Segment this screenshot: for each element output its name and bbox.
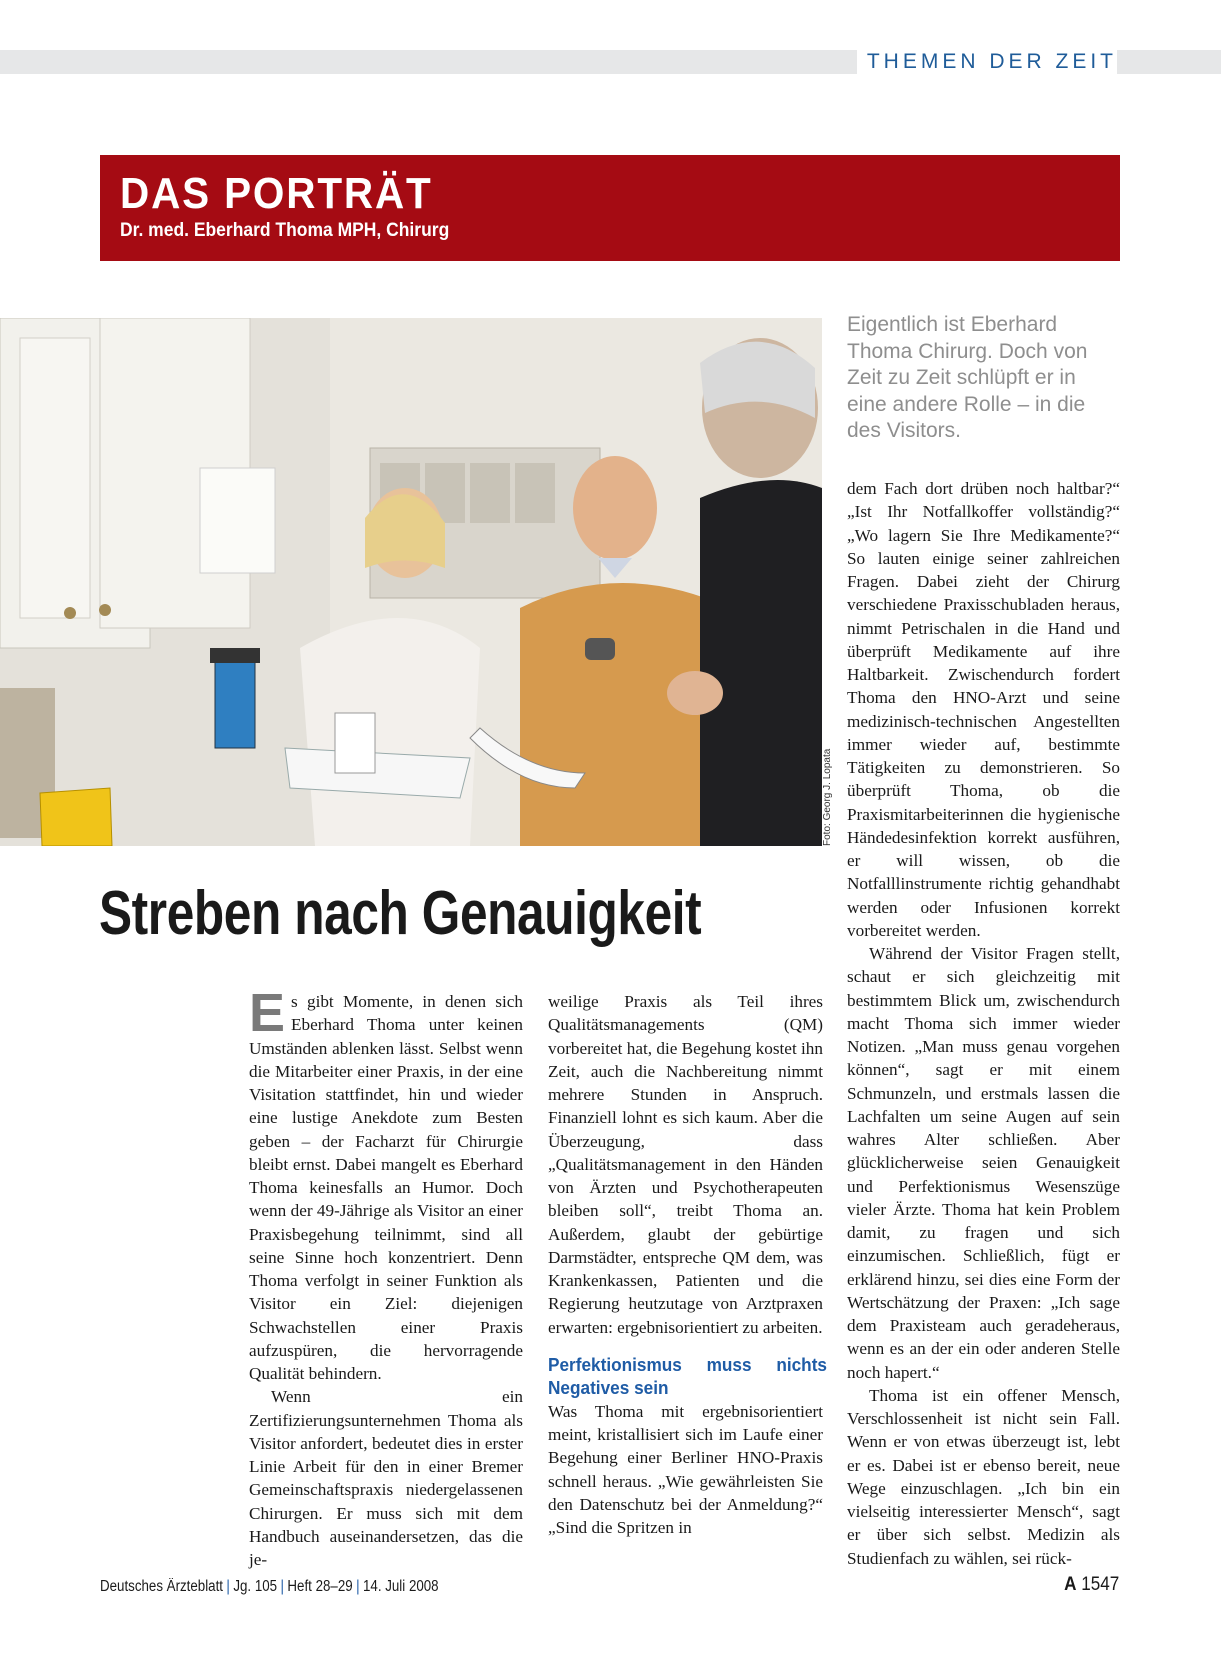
paragraph: Während der Visitor Fragen stellt, schaut er sich gleichzeitig mit bestimmtem Blick um, zwischendurch macht Thoma sich immer wieder Notizen. „Man muss genau vorgehen können“, sagt er mit einem Schmunzeln, und erstmals lassen die Lachfalten um seine Augen auf sein wahres Alter schließen. Aber glücklicherweise seien Genauigkeit und Perfektionismus Wesenszüge vieler Ärzte. Thoma hat kein Problem damit, zu fragen und sich einzumischen. Schließlich, fügt er erklärend hinzu, sei dies eine Form der Wertschätzung der Praxen: „Ich sage dem Praxisteam auch geradeheraus, wenn es an der ein oder anderen Stelle noch hapert.“ [847, 944, 1120, 1382]
footer-citation [100, 1578, 439, 1596]
article-column-3 [847, 477, 1120, 1570]
issue: Heft 28–29 [287, 1578, 353, 1595]
paragraph: Was Thoma mit ergebnisorientiert meint, kristallisiert sich im Laufe einer Begehung einer Berliner HNO-Praxis schnell heraus. „Wie gewährleisten Sie den Datenschutz bei der Anmeldung?“ „Sind die Spritzen in [548, 1401, 823, 1537]
photo-credit: Foto: Georg J. Lopata [822, 748, 833, 846]
subheading: Perfektionismus muss nichts Negatives sein [548, 1353, 827, 1398]
separator: | [226, 1578, 230, 1595]
rubric-title: DAS PORTRÄT [120, 169, 433, 218]
issue-date: 14. Juli 2008 [362, 1578, 439, 1595]
paragraph: Thoma ist ein offener Mensch, Verschlossenheit ist nicht sein Fall. Wenn er von etwas überzeugt ist, lebt er es. Dabei ist er ebenso bereit, neue Wege einzuschlagen. „Ich bin ein vielseitig interessierter Mensch“, sagt er über sich selbst. Medizin als Studienfach zu wählen, sei rück- [847, 1385, 1120, 1568]
paragraph-text: s gibt Momente, in denen sich Eberhard Thoma unter keinen Umständen ablenken lässt. Selbst wenn die Mitarbeiter einer Praxis, in der eine Visitation stattfindet, hin und wieder eine lustige Anekdote zum Besten geben – der Facharzt für Chirurgie bleibt ernst. Dabei mangelt es Eberhard Thoma keinesfalls an Humor. Doch wenn der 49-Jährige als Visitor an einer Praxisbegehung teilnimmt, sind all seine Sinne hoch konzentriert. Denn Thoma verfolgt in seiner Funktion als Visitor ein Ziel: diejenigen Schwachstellen einer Praxis aufzuspüren, die hervorragende Qualität behindern. [249, 992, 523, 1383]
page-number [1064, 1574, 1119, 1596]
journal-name: Deutsches Ärzteblatt [100, 1578, 223, 1595]
article-column-2 [548, 990, 827, 1539]
paragraph: weilige Praxis als Teil ihres Qualitätsmanagements (QM) vorbereitet hat, die Begehung kostet ihn Zeit, auch die Nachbereitung nimmt mehrere Stunden in Anspruch. Finanziell lohnt es sich kaum. Aber die Überzeugung, dass „Qualitätsmanagement in den Händen von Ärzten und Psychotherapeuten bleiben soll“, treibt Thoma an. Außerdem, glaubt der gebürtige Darmstädter, entspreche QM dem, was Krankenkassen, Patienten und die Regierung heutzutage von Arztpraxen erwarten: ergebnisorientiert zu arbeiten. [548, 992, 823, 1337]
page-number-value: 1547 [1080, 1574, 1119, 1595]
separator: | [280, 1578, 284, 1595]
rubric-banner [100, 155, 1120, 261]
rubric-subtitle: Dr. med. Eberhard Thoma MPH, Chirurg [120, 220, 450, 241]
separator: | [356, 1578, 360, 1595]
volume: Jg. 105 [233, 1578, 278, 1595]
section-label: THEMEN DER ZEIT [857, 50, 1117, 74]
dropcap: E [249, 983, 286, 1043]
article-photo [0, 318, 822, 846]
article-column-1 [249, 983, 523, 1571]
paragraph [249, 983, 523, 1385]
page-prefix: A [1063, 1574, 1077, 1595]
paragraph: dem Fach dort drüben noch haltbar?“ „Ist Ihr Notfallkoffer vollständig?“ „Wo lagern Sie Ihre Medikamente?“ So lauten einige seiner zahlreichen Fragen. Dabei zieht der Chirurg verschiedene Praxisschubladen heraus, nimmt Petrischalen in die Hand und überprüft Medikamente auf ihre Haltbarkeit. Zwischendurch fordert Thoma den HNO-Arzt und seine medizinisch-technischen Angestellten immer wieder auf, bestimmte Tätigkeiten zu demonstrieren. So überprüft Thoma, ob die Praxismitarbeiterinnen die hygienische Händedesinfektion korrekt ausführen, er will wissen, ob die Notfalllinstrumente richtig gehandhabt werden oder Infusionen korrekt vorbereitet werden. [847, 479, 1120, 940]
photo-illustration [0, 318, 822, 846]
headline: Streben nach Genauigkeit [99, 879, 702, 948]
paragraph: Wenn ein Zertifizierungsunternehmen Thoma als Visitor anfordert, bedeutet dies in erster Linie Arbeit für den in einer Bremer Gemeinschaftspraxis niedergelassenen Chirurgen. Er muss sich mit dem Handbuch auseinandersetzen, das die je- [249, 1387, 523, 1569]
teaser: Eigentlich ist Eberhard Thoma Chirurg. Doch von Zeit zu Zeit schlüpft er in eine andere Rolle – in die des Visitors. [847, 313, 1088, 442]
